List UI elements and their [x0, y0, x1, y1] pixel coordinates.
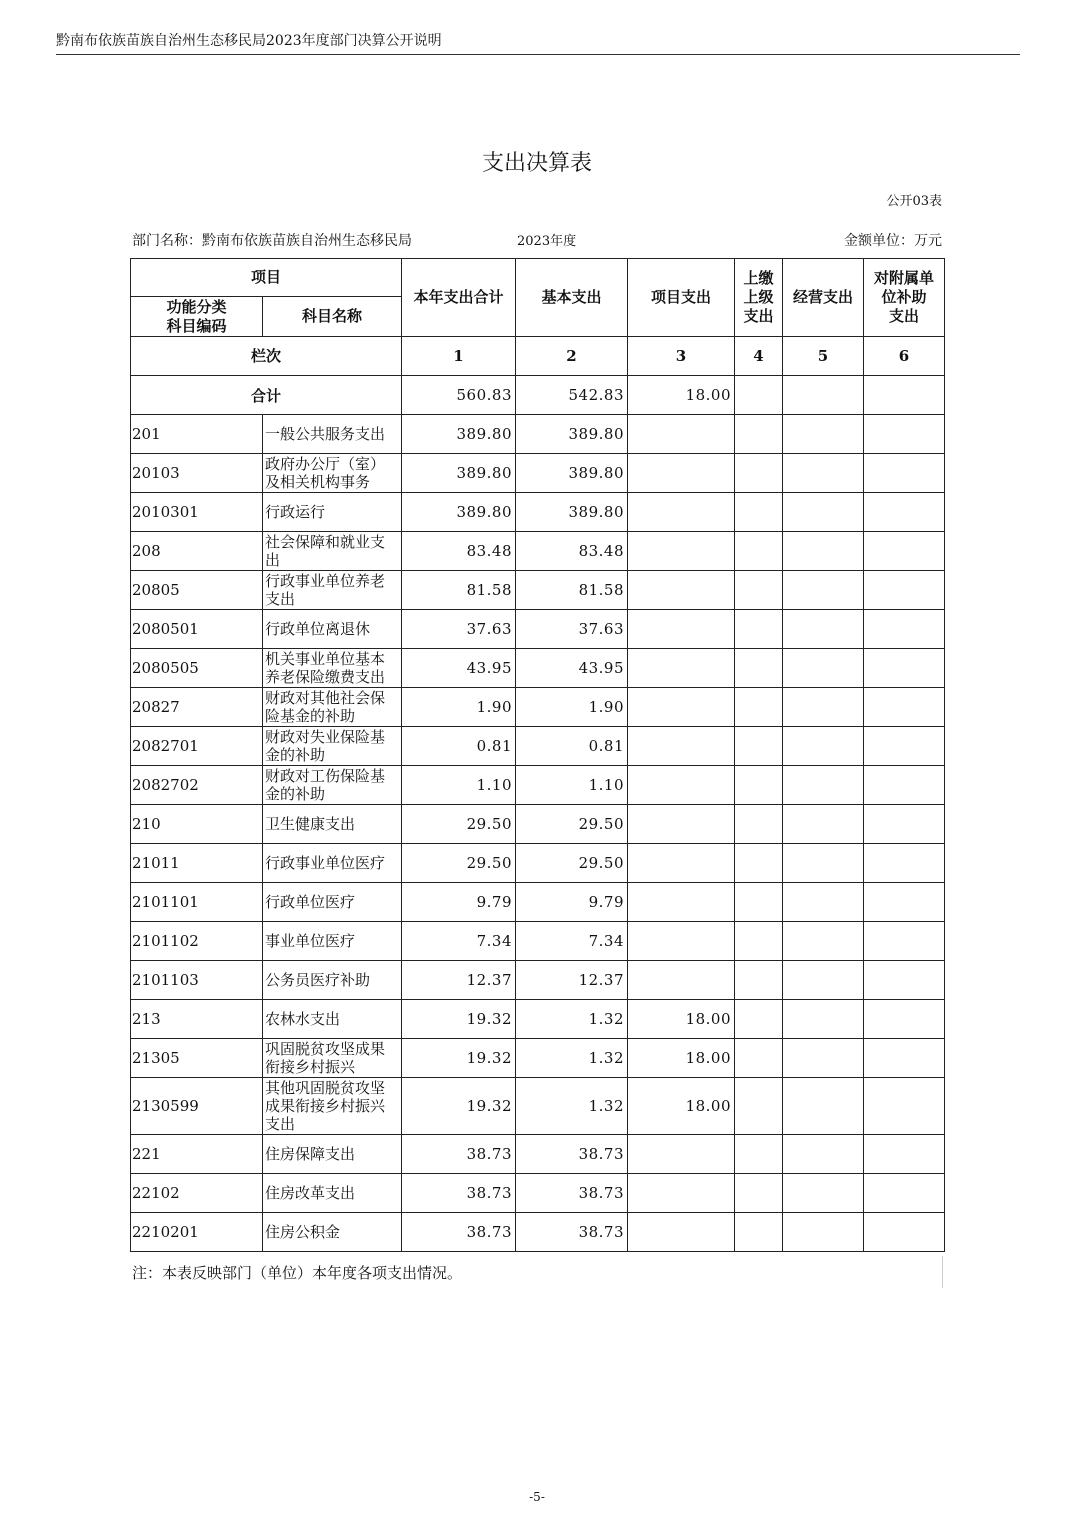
row-project	[628, 805, 735, 844]
row-basic: 29.50	[516, 805, 628, 844]
row-upper	[735, 1039, 783, 1078]
row-project	[628, 766, 735, 805]
row-project	[628, 844, 735, 883]
table-note: 注：本表反映部门（单位）本年度各项支出情况。	[132, 1264, 463, 1282]
row-basic: 1.90	[516, 688, 628, 727]
col-num-3: 3	[628, 337, 735, 376]
row-business	[783, 727, 864, 766]
row-name: 财政对失业保险基金的补助	[263, 727, 402, 766]
row-upper	[735, 883, 783, 922]
row-code: 221	[131, 1135, 263, 1174]
row-total: 9.79	[402, 883, 516, 922]
col-num-5: 5	[783, 337, 864, 376]
row-basic: 38.73	[516, 1135, 628, 1174]
row-total: 0.81	[402, 727, 516, 766]
row-subsidy	[864, 1078, 945, 1135]
row-name: 行政单位离退休	[263, 610, 402, 649]
row-subsidy	[864, 493, 945, 532]
row-code: 2101101	[131, 883, 263, 922]
row-project	[628, 1213, 735, 1252]
row-name: 住房公积金	[263, 1213, 402, 1252]
row-name: 农林水支出	[263, 1000, 402, 1039]
row-upper	[735, 1000, 783, 1039]
row-basic: 38.73	[516, 1213, 628, 1252]
row-total: 1.10	[402, 766, 516, 805]
row-total: 389.80	[402, 415, 516, 454]
row-basic: 37.63	[516, 610, 628, 649]
row-subsidy	[864, 532, 945, 571]
row-total: 29.50	[402, 805, 516, 844]
row-upper	[735, 922, 783, 961]
row-business	[783, 610, 864, 649]
form-number: 公开03表	[886, 194, 942, 209]
expenditure-table	[130, 258, 945, 1252]
row-label: 栏次	[131, 337, 402, 376]
row-business	[783, 649, 864, 688]
row-name: 财政对工伤保险基金的补助	[263, 766, 402, 805]
row-name: 卫生健康支出	[263, 805, 402, 844]
row-project	[628, 688, 735, 727]
running-header: 黔南布依族苗族自治州生态移民局2023年度部门决算公开说明	[56, 33, 442, 49]
row-code: 2080505	[131, 649, 263, 688]
col-num-2: 2	[516, 337, 628, 376]
row-name: 机关事业单位基本养老保险缴费支出	[263, 649, 402, 688]
row-name: 其他巩固脱贫攻坚成果衔接乡村振兴支出	[263, 1078, 402, 1135]
table-row	[131, 532, 945, 571]
row-upper	[735, 493, 783, 532]
row-name: 住房改革支出	[263, 1174, 402, 1213]
row-code: 2010301	[131, 493, 263, 532]
row-subsidy	[864, 571, 945, 610]
page-number: -5-	[529, 1490, 545, 1504]
row-business	[783, 922, 864, 961]
row-upper	[735, 649, 783, 688]
header-total: 本年支出合计	[402, 259, 516, 337]
row-subsidy	[864, 1039, 945, 1078]
row-code: 21305	[131, 1039, 263, 1078]
row-total: 38.73	[402, 1213, 516, 1252]
row-upper	[735, 610, 783, 649]
col-num-1: 1	[402, 337, 516, 376]
row-upper	[735, 961, 783, 1000]
header-project: 项目支出	[628, 259, 735, 337]
row-code: 2082702	[131, 766, 263, 805]
row-code: 22102	[131, 1174, 263, 1213]
row-name: 政府办公厅（室）及相关机构事务	[263, 454, 402, 493]
row-name: 住房保障支出	[263, 1135, 402, 1174]
row-total: 389.80	[402, 493, 516, 532]
row-code: 2130599	[131, 1078, 263, 1135]
row-name: 事业单位医疗	[263, 922, 402, 961]
row-basic: 29.50	[516, 844, 628, 883]
row-total: 38.73	[402, 1174, 516, 1213]
table-row	[131, 454, 945, 493]
header-business: 经营支出	[783, 259, 864, 337]
table-row	[131, 571, 945, 610]
table-row	[131, 922, 945, 961]
row-code: 20805	[131, 571, 263, 610]
table-row	[131, 610, 945, 649]
row-project	[628, 454, 735, 493]
row-project: 18.00	[628, 1039, 735, 1078]
row-basic: 0.81	[516, 727, 628, 766]
row-code: 21011	[131, 844, 263, 883]
row-subsidy	[864, 883, 945, 922]
table-row	[131, 1135, 945, 1174]
total-sum: 560.83	[402, 376, 516, 415]
row-subsidy	[864, 766, 945, 805]
row-subsidy	[864, 961, 945, 1000]
row-project	[628, 883, 735, 922]
row-business	[783, 805, 864, 844]
row-total: 83.48	[402, 532, 516, 571]
col-num-6: 6	[864, 337, 945, 376]
total-label: 合计	[131, 376, 402, 415]
row-project	[628, 1174, 735, 1213]
row-total: 12.37	[402, 961, 516, 1000]
header-subsidy: 对附属单 位补助 支出	[864, 259, 945, 337]
row-code: 20827	[131, 688, 263, 727]
row-project: 18.00	[628, 1078, 735, 1135]
row-business	[783, 688, 864, 727]
table-row	[131, 649, 945, 688]
header-code: 功能分类 科目编码	[131, 297, 263, 337]
department-name: 部门名称：黔南布依族苗族自治州生态移民局	[132, 233, 412, 249]
row-project	[628, 493, 735, 532]
row-code: 2101102	[131, 922, 263, 961]
table-row	[131, 1039, 945, 1078]
row-project	[628, 1135, 735, 1174]
row-basic: 7.34	[516, 922, 628, 961]
row-business	[783, 844, 864, 883]
total-basic: 542.83	[516, 376, 628, 415]
side-line	[942, 1256, 943, 1288]
row-subsidy	[864, 688, 945, 727]
header-rule	[56, 54, 1020, 55]
row-name: 社会保障和就业支出	[263, 532, 402, 571]
row-basic: 1.10	[516, 766, 628, 805]
row-business	[783, 766, 864, 805]
row-upper	[735, 844, 783, 883]
row-basic: 43.95	[516, 649, 628, 688]
row-business	[783, 1174, 864, 1213]
row-total: 81.58	[402, 571, 516, 610]
row-name: 公务员医疗补助	[263, 961, 402, 1000]
col-num-4: 4	[735, 337, 783, 376]
row-project	[628, 961, 735, 1000]
row-name: 行政事业单位养老支出	[263, 571, 402, 610]
total-subsidy	[864, 376, 945, 415]
row-project	[628, 727, 735, 766]
row-business	[783, 571, 864, 610]
row-subsidy	[864, 727, 945, 766]
row-subsidy	[864, 1213, 945, 1252]
row-business	[783, 1039, 864, 1078]
row-subsidy	[864, 805, 945, 844]
fiscal-year: 2023年度	[517, 234, 577, 249]
row-code: 213	[131, 1000, 263, 1039]
row-subsidy	[864, 922, 945, 961]
row-total: 19.32	[402, 1078, 516, 1135]
row-upper	[735, 688, 783, 727]
row-total: 389.80	[402, 454, 516, 493]
row-basic: 389.80	[516, 415, 628, 454]
row-subsidy	[864, 1135, 945, 1174]
table-row	[131, 883, 945, 922]
row-name: 行政单位医疗	[263, 883, 402, 922]
row-name: 巩固脱贫攻坚成果衔接乡村振兴	[263, 1039, 402, 1078]
row-subsidy	[864, 844, 945, 883]
row-upper	[735, 727, 783, 766]
table-row	[131, 727, 945, 766]
row-subsidy	[864, 610, 945, 649]
row-upper	[735, 805, 783, 844]
row-project	[628, 415, 735, 454]
total-row	[131, 376, 945, 415]
row-basic: 1.32	[516, 1078, 628, 1135]
row-subsidy	[864, 415, 945, 454]
total-business	[783, 376, 864, 415]
row-upper	[735, 571, 783, 610]
row-project	[628, 532, 735, 571]
row-business	[783, 1078, 864, 1135]
table-row	[131, 1078, 945, 1135]
row-name: 财政对其他社会保险基金的补助	[263, 688, 402, 727]
row-upper	[735, 1135, 783, 1174]
table-row	[131, 493, 945, 532]
row-code: 20103	[131, 454, 263, 493]
table-row	[131, 1213, 945, 1252]
row-upper	[735, 1078, 783, 1135]
row-project	[628, 649, 735, 688]
row-business	[783, 532, 864, 571]
row-basic: 83.48	[516, 532, 628, 571]
row-subsidy	[864, 649, 945, 688]
row-basic: 12.37	[516, 961, 628, 1000]
row-project	[628, 610, 735, 649]
row-upper	[735, 766, 783, 805]
row-business	[783, 1135, 864, 1174]
row-project	[628, 922, 735, 961]
row-basic: 389.80	[516, 454, 628, 493]
row-total: 37.63	[402, 610, 516, 649]
row-subsidy	[864, 454, 945, 493]
header-upper: 上缴 上级 支出	[735, 259, 783, 337]
row-name: 行政事业单位医疗	[263, 844, 402, 883]
row-code: 2080501	[131, 610, 263, 649]
row-basic: 38.73	[516, 1174, 628, 1213]
header-basic: 基本支出	[516, 259, 628, 337]
table-row	[131, 961, 945, 1000]
table-row	[131, 766, 945, 805]
table-row	[131, 844, 945, 883]
row-total: 38.73	[402, 1135, 516, 1174]
row-name: 行政运行	[263, 493, 402, 532]
row-total: 1.90	[402, 688, 516, 727]
row-total: 7.34	[402, 922, 516, 961]
row-code: 2082701	[131, 727, 263, 766]
row-project: 18.00	[628, 1000, 735, 1039]
page-title: 支出决算表	[481, 151, 592, 176]
row-total: 43.95	[402, 649, 516, 688]
table-row	[131, 805, 945, 844]
table-row	[131, 1000, 945, 1039]
row-upper	[735, 532, 783, 571]
amount-unit: 金额单位：万元	[844, 233, 942, 249]
total-project: 18.00	[628, 376, 735, 415]
row-business	[783, 454, 864, 493]
table-row	[131, 688, 945, 727]
row-code: 210	[131, 805, 263, 844]
row-basic: 9.79	[516, 883, 628, 922]
row-business	[783, 883, 864, 922]
table-row	[131, 415, 945, 454]
total-upper	[735, 376, 783, 415]
row-basic: 1.32	[516, 1000, 628, 1039]
row-name: 一般公共服务支出	[263, 415, 402, 454]
row-business	[783, 493, 864, 532]
row-total: 19.32	[402, 1000, 516, 1039]
table-row	[131, 1174, 945, 1213]
row-basic: 389.80	[516, 493, 628, 532]
header-name: 科目名称	[263, 297, 402, 337]
row-code: 201	[131, 415, 263, 454]
row-basic: 81.58	[516, 571, 628, 610]
header-item: 项目	[131, 259, 402, 297]
row-basic: 1.32	[516, 1039, 628, 1078]
row-total: 29.50	[402, 844, 516, 883]
row-business	[783, 961, 864, 1000]
row-business	[783, 1000, 864, 1039]
row-code: 2101103	[131, 961, 263, 1000]
row-code: 2210201	[131, 1213, 263, 1252]
row-upper	[735, 415, 783, 454]
row-business	[783, 1213, 864, 1252]
row-code: 208	[131, 532, 263, 571]
row-subsidy	[864, 1174, 945, 1213]
row-subsidy	[864, 1000, 945, 1039]
row-upper	[735, 1213, 783, 1252]
row-total: 19.32	[402, 1039, 516, 1078]
row-upper	[735, 454, 783, 493]
row-upper	[735, 1174, 783, 1213]
row-business	[783, 415, 864, 454]
row-project	[628, 571, 735, 610]
